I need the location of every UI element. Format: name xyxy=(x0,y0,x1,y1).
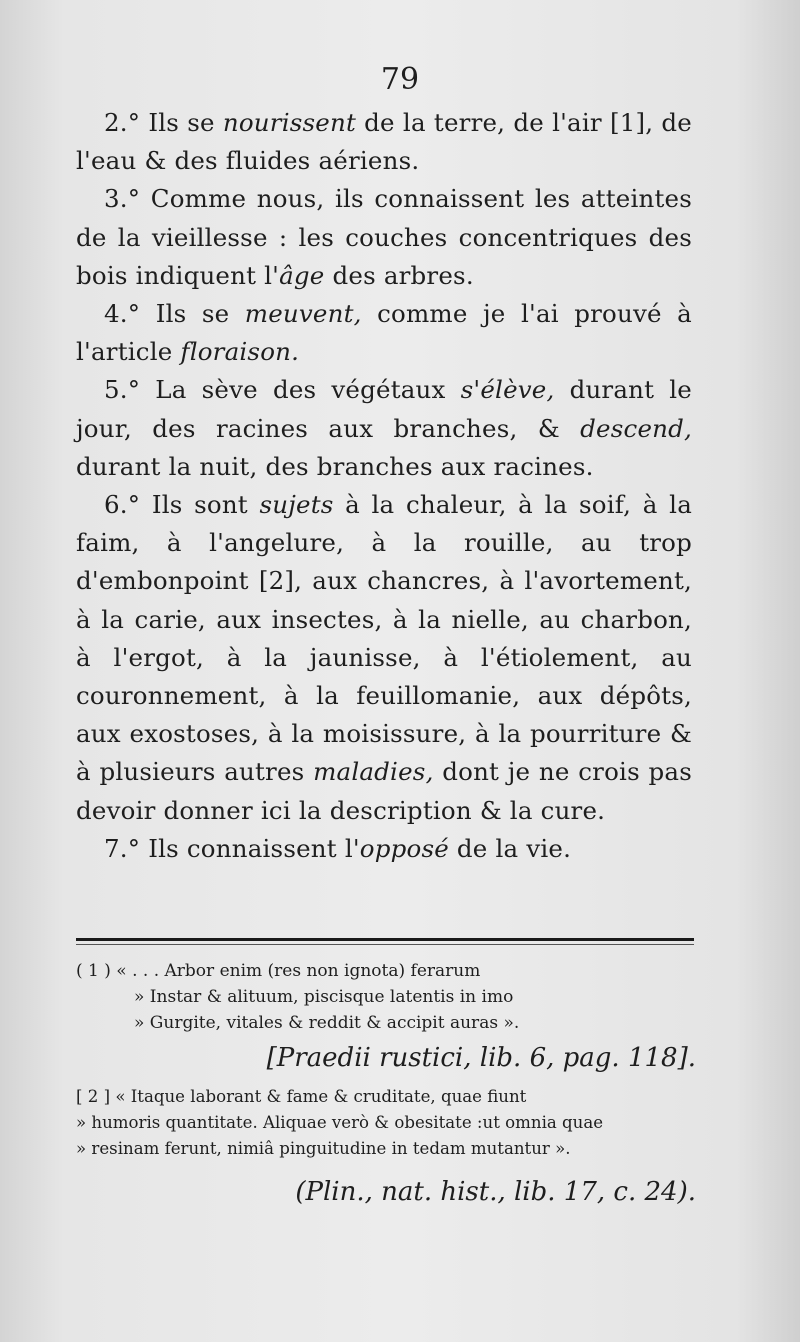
paragraph-5 xyxy=(76,371,692,486)
footnotes xyxy=(76,958,696,1212)
text-run: à la chaleur, à la soif, à la faim, à l'angelure, à la rouille, au trop d'embonpoint [2], aux chancres, à l'avortement, à la carie, aux insectes, à la nielle, au charbon, à l'ergot, à la jaunisse, à l'étiolement, au couronnement, à la feuillomanie, aux dépôts, aux exostoses, à la moisissure, à la pourriture & à plusieurs autres xyxy=(76,490,693,787)
footnote-1-line-3: » Gurgite, vitales & reddit & accipit auras ». xyxy=(134,1013,520,1033)
text-run: 6.° Ils sont xyxy=(104,490,260,520)
text-run: 2.° Ils se xyxy=(104,108,223,137)
paragraph-2 xyxy=(76,104,692,180)
italic-text: nourissent xyxy=(222,108,357,137)
text-run: des arbres. xyxy=(324,260,474,290)
text-run: comme je l'ai prouvé à l'article xyxy=(76,299,692,367)
text-run: 5.° La sève des végétaux xyxy=(104,375,461,405)
text-run: de la terre, de l'air [1], de l'eau & des fluides aériens. xyxy=(76,108,692,176)
italic-text: maladies, xyxy=(313,757,434,787)
text-run: 7.° Ils connaissent l' xyxy=(104,833,360,863)
text-run: durant le jour, des racines aux branches, & xyxy=(76,375,692,443)
paragraph-4 xyxy=(76,295,692,371)
footnote-1-source: [Praedii rustici, lib. 6, pag. 118]. xyxy=(266,1043,696,1073)
italic-text: âge xyxy=(279,260,325,290)
italic-text: meuvent, xyxy=(244,299,362,329)
main-text xyxy=(76,104,692,868)
footnote-2-line-3: » resinam ferunt, nimiâ pinguitudine in tedam mutantur ». xyxy=(76,1139,571,1158)
paragraph-3 xyxy=(76,180,692,295)
text-run: dont je ne crois pas devoir donner ici la description & la cure. xyxy=(76,757,692,825)
paragraph-7 xyxy=(76,830,692,868)
text-run: de la vie. xyxy=(448,833,572,863)
text-run: durant la nuit, des branches aux racines. xyxy=(76,451,594,481)
footnote-2-line-1: [ 2 ] « Itaque laborant & fame & cruditate, quae fiunt xyxy=(76,1087,527,1106)
footnote-1-line-2: » Instar & alituum, piscisque latentis in imo xyxy=(134,987,514,1007)
italic-text: s'élève, xyxy=(460,375,555,405)
italic-text: opposé xyxy=(359,833,449,863)
footnote-2-line-2: » humoris quantitate. Aliquae verò & obesitate :ut omnia quae xyxy=(76,1113,604,1132)
italic-text: descend, xyxy=(580,413,692,443)
italic-text: sujets xyxy=(259,490,334,520)
footnote-rule xyxy=(76,938,694,941)
footnote-2-source: (Plin., nat. hist., lib. 17, c. 24). xyxy=(295,1177,696,1207)
text-run: 4.° Ils se xyxy=(104,299,245,329)
page-number: 79 xyxy=(380,62,420,97)
paragraph-6 xyxy=(76,486,692,830)
text-run: 3.° Comme nous, ils connaissent les atteintes de la vieillesse : les couches concentriques des bois indiquent l' xyxy=(76,184,692,290)
italic-text: floraison. xyxy=(180,337,300,367)
footnote-rule-thin xyxy=(76,944,694,945)
footnote-1-line-1: ( 1 ) « . . . Arbor enim (res non ignota) ferarum xyxy=(76,961,481,981)
